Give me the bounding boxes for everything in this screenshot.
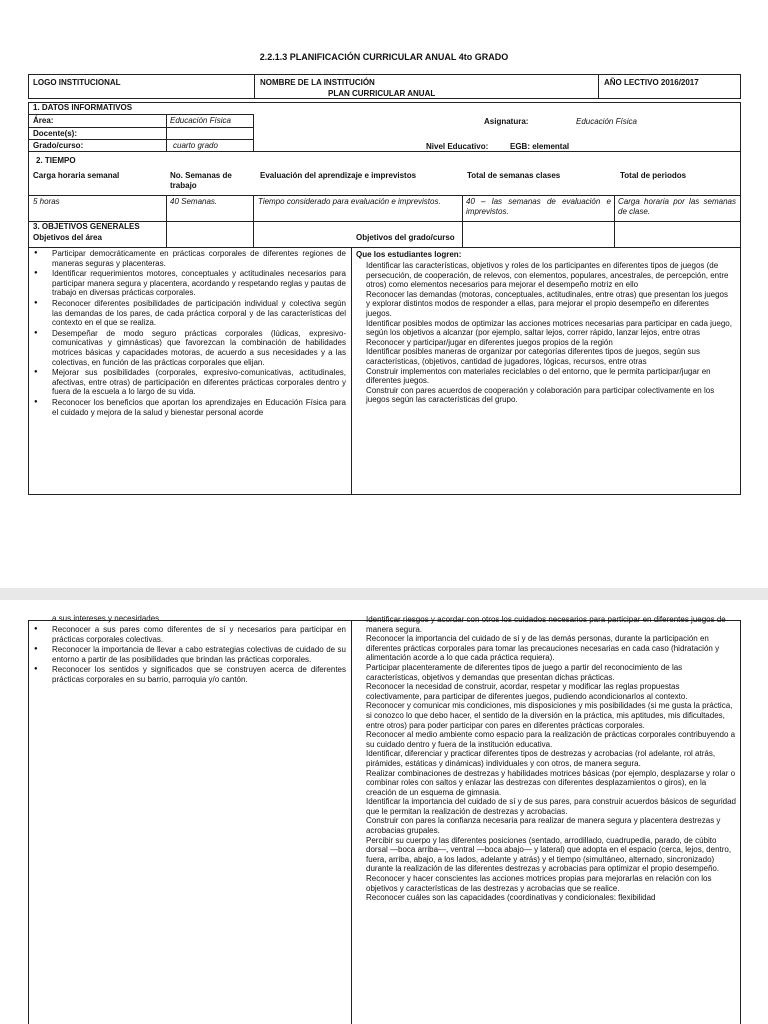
section-objetivos-heading: 3. OBJETIVOS GENERALES	[33, 222, 140, 231]
school-year: AÑO LECTIVO 2016/2017	[604, 78, 699, 87]
carga-label: Carga horaria semanal	[33, 171, 120, 180]
document-title: 2.2.1.3 PLANIFICACIÓN CURRICULAR ANUAL 4to GRADO	[259, 52, 509, 62]
objetivos-grado-list-p1	[366, 261, 734, 405]
list-item: Reconocer y hacer conscientes las acciones motrices propias para mejorarlas en relación con los objetivos y características de las destrezas y acrobacias que se realice.	[366, 874, 712, 893]
grado-value: cuarto grado	[173, 141, 218, 150]
list-item: Participar placenteramente de diferentes tipos de juego a partir del reconocimiento de las características, objetivos y demandas que presentan dichas prácticas.	[366, 662, 683, 682]
list-item: Identificar la importancia del cuidado de sí y de sus pares, para construir acuerdos básicos de seguridad que le permitan la realización de destrezas y acrobacias.	[366, 797, 736, 816]
objetivos-area-continuation: a sus intereses y necesidades.	[52, 614, 162, 623]
list-item: Construir con pares acuerdos de cooperación y colaboración para participar colectivamente en los juegos según las características del grupo.	[366, 385, 715, 405]
list-item: Reconocer cuáles son las capacidades (coordinativas y condicionales: flexibilidad	[366, 893, 656, 903]
document-page-2	[0, 600, 768, 1024]
total-periodos-label: Total de periodos	[620, 171, 687, 180]
semanas-label: No. Semanas de trabajo	[170, 171, 232, 190]
list-item: ● Reconocer la importancia de llevar a cabo estrategias colectivas de cuidado de su entorno a partir de las posibilidades que brindan las prácticas corporales.	[28, 645, 346, 664]
area-label: Área:	[33, 116, 54, 125]
list-item: Construir con pares la confianza necesaria para realizar de manera segura y placentera destrezas y acrobacias grupales.	[366, 816, 721, 836]
total-semanas-label: Total de semanas clases	[467, 171, 561, 180]
list-item: Identificar las características, objetivos y roles de los participantes en diferentes tipos de juegos (de persecución, de cooperación, de relevos, con elementos, populares, ancestrales, de percepción, entre otros) como elementos necesarios para mejorar el desempeño motriz en ello	[366, 261, 729, 290]
total-semanas-value: 40 – las semanas de evaluación e imprevistos.	[466, 197, 611, 216]
list-item: Reconocer las demandas (motoras, conceptuales, actitudinales, entre otras) que presentan los juegos y explorar distintos modos de responder a ellas, para mejorar el propio desempeño en diferentes juegos.	[366, 289, 728, 318]
asignatura-label: Asignatura:	[484, 117, 529, 126]
list-item: ● Reconocer los sentidos y significados que se construyen acerca de diferentes prácticas corporales en su barrio, parroquia y/o cantón.	[28, 665, 346, 684]
list-item: ● Reconocer a sus pares como diferentes de sí y necesarios para participar en prácticas corporales colectivas.	[28, 625, 346, 644]
list-item: Identificar posibles maneras de organizar por categorías diferentes tipos de juegos, según sus características, (objetivos, cantidad de jugadores, lógicas, recursos, entre otras	[366, 347, 700, 366]
plan-label: PLAN CURRICULAR ANUAL	[328, 89, 436, 98]
list-item: Reconocer al medio ambiente como espacio para la realización de prácticas corporales contribuyendo a su cuidado dentro y fuera de la institución educativa.	[366, 730, 736, 749]
eval-label: Evaluación del aprendizaje e imprevistos	[260, 171, 417, 180]
logo-label: LOGO INSTITUCIONAL	[33, 78, 121, 87]
objetivos-area-list-p1	[28, 249, 346, 418]
area-value: Educación Física	[170, 116, 231, 125]
total-periodos-value: Carga horaria por las semanas de clase.	[618, 197, 736, 216]
objetivos-grado-list-p2	[366, 615, 736, 903]
objetivos-area-label: Objetivos del área	[33, 233, 102, 242]
list-item: ● Mejorar sus posibilidades (corporales, expresivo-comunicativas, actitudinales, afectivas, entre otras) de participación en diferentes prácticas corporales dentro y fuera de la escuela a lo largo de su vida.	[28, 368, 346, 397]
list-item: Percibir su cuerpo y las diferentes posiciones (sentado, arrodillado, cuadrupedia, parado, de cúbito dorsal —boca arriba—, ventral —boca abajo— y lateral) que adopta en el espacio (cerca, lejos, dentro, fuera, arriba, abajo, a los lados, adelante y atrás) y el tiempo (simultáneo, alternado, sincronizado) durante la realización de las diferentes destrezas y acrobacias para optimizar el propio desempeño.	[366, 835, 732, 874]
objetivos-area-list-p2	[28, 625, 346, 686]
list-item: ● Identificar requerimientos motores, conceptuales y actitudinales necesarios para participar manera segura y placentera, acordando y respetando reglas y pautas de trabajo en diversas prácticas corporales.	[28, 269, 346, 298]
list-item: ● Participar democráticamente en prácticas corporales de diferentes regiones de maneras seguras y placenteras.	[28, 249, 346, 268]
list-item: ● Reconocer los beneficios que aportan los aprendizajes en Educación Física para el cuidado y mejora de la salud y bienestar personal acorde	[28, 398, 346, 417]
list-item: Reconocer la necesidad de construir, acordar, respetar y modificar las reglas propuestas colectivamente, para participar de diferentes juegos, pudiendo acondicionarlos al contexto.	[366, 682, 688, 701]
list-item: Identificar riesgos y acordar con otros los cuidados necesarios para participar en diferentes juegos de manera segura.	[366, 615, 726, 634]
carga-value: 5 horas	[33, 197, 60, 206]
list-item: Reconocer la importancia del cuidado de sí y de las demás personas, durante la participación en diferentes prácticas corporales para tomar las precauciones necesarias en cada caso (hidratación y alimentación acorde a lo que cada práctica requiera).	[366, 634, 720, 663]
eval-value: Tiempo considerado para evaluación e imprevistos.	[258, 197, 441, 206]
nivel-label: Nivel Educativo:	[426, 142, 489, 151]
list-item: Reconocer y participar/jugar en diferentes juegos propios de la región	[366, 337, 613, 347]
institution-name: NOMBRE DE LA INSTITUCIÓN	[260, 78, 375, 87]
section-datos-heading: 1. DATOS INFORMATIVOS	[33, 103, 133, 112]
list-item: ● Desempeñar de modo seguro prácticas corporales (lúdicas, expresivo-comunicativas y gimnásticas) que favorezcan la combinación de habilidades motrices básicas y capacidades motoras, de acuerdo a sus necesidades y a las colectivas, en función de las prácticas corporales que elijan.	[28, 329, 346, 367]
section-tiempo-heading: 2. TIEMPO	[36, 156, 76, 165]
list-item: ● Reconocer diferentes posibilidades de participación individual y colectiva según las demandas de los pares, de cada práctica corporal y de las características del contexto en el que se realiza.	[28, 299, 346, 328]
objetivos-grado-intro: Que los estudiantes logren:	[356, 250, 462, 259]
list-item: Realizar combinaciones de destrezas y habilidades motrices básicas (por ejemplo, desplazarse y rolar o combinar roles con saltos y enlazar las destrezas con diferentes desplazamientos o giros), en la creación de un esquema de gimnasia.	[366, 768, 736, 797]
list-item: Reconocer y comunicar mis condiciones, mis disposiciones y mis posibilidades (si me gusta la práctica, si conozco lo que debo hacer, el sentido de la diversión en la práctica, mis aptitudes, mis dificultades, entre otros) para poder participar con pares en diferentes prácticas corporales.	[366, 701, 733, 730]
semanas-value: 40 Semanas.	[170, 197, 218, 206]
objetivos-grado-label: Objetivos del grado/curso	[356, 233, 455, 242]
docente-label: Docente(s):	[33, 129, 78, 138]
list-item: Identificar, diferenciar y practicar diferentes tipos de destrezas y acrobacias (rol adelante, rol atrás, pirámides, estáticas y dinámicas) individuales y con otros, de manera segura.	[366, 749, 716, 768]
list-item: Identificar posibles modos de optimizar las acciones motrices necesarias para participar en cada juego, según los objetivos a alcanzar (por ejemplo, saltar lejos, correr rápido, lanzar lejos, entre otras	[366, 318, 732, 338]
nivel-value: EGB: elemental	[510, 142, 570, 151]
asignatura-value: Educación Física	[576, 117, 637, 126]
grado-label: Grado/curso:	[33, 141, 84, 150]
list-item: Construir implementos con materiales reciclables o del entorno, que le permita participar/jugar en diferentes juegos.	[366, 366, 711, 386]
